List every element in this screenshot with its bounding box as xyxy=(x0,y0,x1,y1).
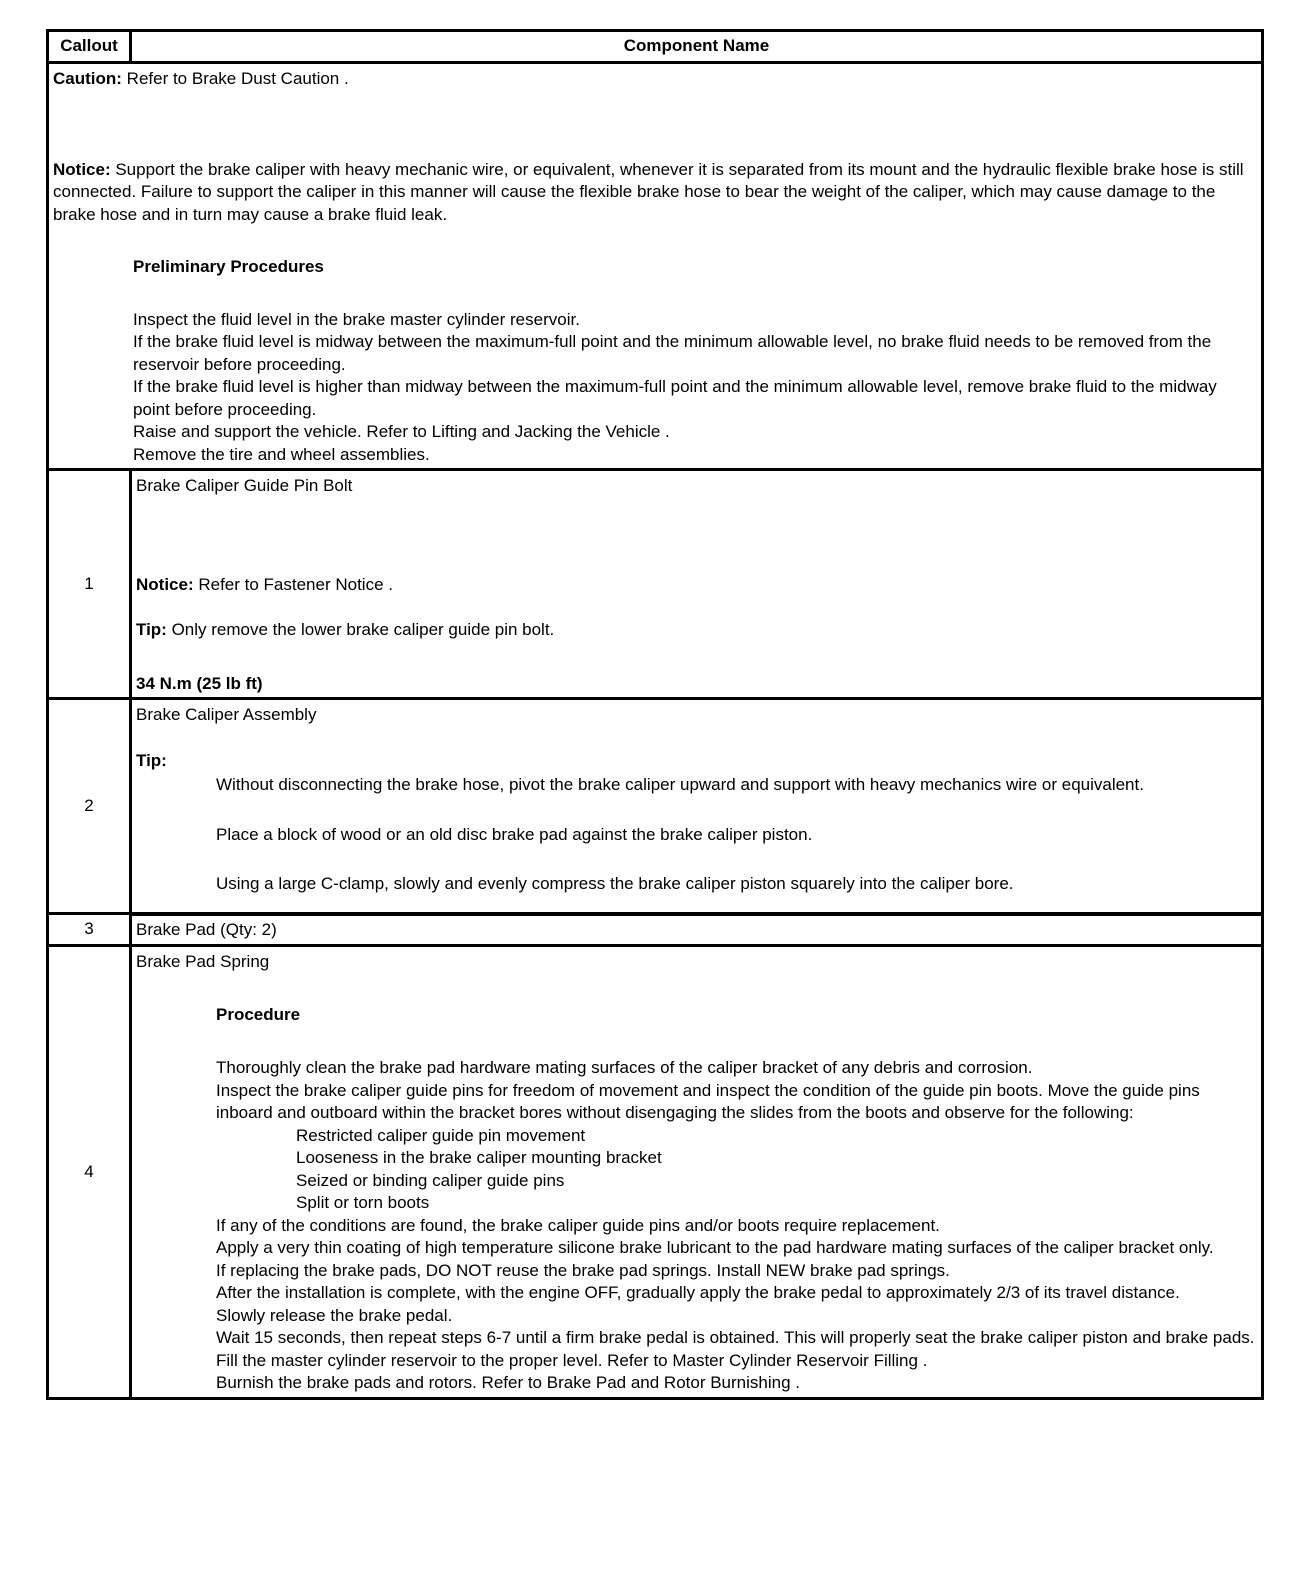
list-item: Burnish the brake pads and rotors. Refer to Brake Pad and Rotor Burnishing . xyxy=(216,1373,800,1392)
list-item: Remove the tire and wheel assemblies. xyxy=(133,444,430,464)
list-item: If the brake fluid level is higher than midway between the maximum-full point and the minimum allowable level, remove brake fluid to the midway point before proceeding. xyxy=(133,377,1217,419)
table-row xyxy=(48,914,1263,946)
list-item: After the installation is complete, with the engine OFF, gradually apply the brake pedal to approximately 2/3 of its travel distance. xyxy=(216,1283,1180,1302)
component-cell-1 xyxy=(131,470,1263,699)
component-name: Brake Caliper Guide Pin Bolt xyxy=(136,476,353,495)
preliminary-title: Preliminary Procedures xyxy=(133,257,324,276)
caution-label: Caution: xyxy=(53,69,122,88)
procedure-steps xyxy=(136,1057,1257,1395)
callout-1: 1 xyxy=(48,470,131,699)
header-callout: Callout xyxy=(48,31,131,63)
list-item: Restricted caliper guide pin movement xyxy=(296,1125,586,1145)
list-item: Using a large C-clamp, slowly and evenly compress the brake caliper piston squarely into the caliper bore. xyxy=(216,874,1014,893)
list-item: Without disconnecting the brake hose, pivot the brake caliper upward and support with heavy mechanics wire or equivalent. xyxy=(216,775,1144,794)
tip-list xyxy=(136,774,1257,896)
torque-spec: 34 N.m (25 lb ft) xyxy=(136,673,263,693)
caution-text: Refer to Brake Dust Caution . xyxy=(121,69,349,88)
tip-line: Tip: Only remove the lower brake caliper guide pin bolt. xyxy=(136,620,555,639)
table-row xyxy=(48,470,1263,699)
list-item: Place a block of wood or an old disc brake pad against the brake caliper piston. xyxy=(216,824,813,844)
sub-list xyxy=(216,1125,1257,1215)
header-component-name: Component Name xyxy=(131,31,1263,63)
callout-2: 2 xyxy=(48,699,131,914)
tip-label: Tip: xyxy=(136,750,167,770)
notice-label: Notice: xyxy=(53,159,111,179)
header-row xyxy=(48,31,1263,63)
component-cell-4 xyxy=(131,946,1263,1399)
preliminary-steps xyxy=(53,309,1257,467)
intro-row xyxy=(48,63,1263,470)
list-item: If replacing the brake pads, DO NOT reuse the brake pad springs. Install NEW brake pad springs. xyxy=(216,1260,950,1280)
list-item: If the brake fluid level is midway between the maximum-full point and the minimum allowable level, no brake fluid needs to be removed from the reservoir before proceeding. xyxy=(133,332,1212,374)
list-item: Fill the master cylinder reservoir to the proper level. Refer to Master Cylinder Reservoir Filling . xyxy=(216,1350,928,1370)
callout-3: 3 xyxy=(48,914,131,946)
table-row xyxy=(48,946,1263,1399)
component-name: Brake Pad Spring xyxy=(136,952,270,971)
component-name: Brake Pad (Qty: 2) xyxy=(131,914,1263,946)
table-row xyxy=(48,699,1263,914)
list-item: Seized or binding caliper guide pins xyxy=(296,1170,565,1190)
list-item: Thoroughly clean the brake pad hardware mating surfaces of the caliper bracket of any debris and corrosion. xyxy=(216,1058,1033,1077)
intro-cell xyxy=(48,63,1263,470)
list-item: Looseness in the brake caliper mounting bracket xyxy=(296,1148,662,1167)
notice-paragraph xyxy=(53,159,1257,227)
callout-4: 4 xyxy=(48,946,131,1399)
list-item: Split or torn boots xyxy=(296,1193,430,1212)
list-item: Raise and support the vehicle. Refer to Lifting and Jacking the Vehicle . xyxy=(133,422,670,441)
component-name: Brake Caliper Assembly xyxy=(136,705,317,724)
component-cell-2 xyxy=(131,699,1263,914)
list-item: Apply a very thin coating of high temperature silicone brake lubricant to the pad hardware mating surfaces of the caliper bracket only. xyxy=(216,1238,1214,1257)
caution-line xyxy=(53,68,1257,91)
procedure-title: Procedure xyxy=(216,1004,301,1024)
list-item: Wait 15 seconds, then repeat steps 6-7 until a firm brake pedal is obtained. This will properly seat the brake caliper piston and brake pads. xyxy=(216,1328,1255,1347)
list-item: Inspect the brake caliper guide pins for freedom of movement and inspect the condition of the guide pin boots. Move the guide pins inboard and outboard within the bracket bores without disengaging the slides from the boots and observe for the following: xyxy=(216,1080,1200,1122)
list-item: Slowly release the brake pedal. xyxy=(216,1305,453,1325)
list-item: If any of the conditions are found, the brake caliper guide pins and/or boots require replacement. xyxy=(216,1215,940,1235)
list-item: Inspect the fluid level in the brake master cylinder reservoir. xyxy=(133,309,580,329)
procedure-table xyxy=(46,29,1264,1400)
notice-line: Notice: Refer to Fastener Notice . xyxy=(136,574,393,594)
notice-text: Support the brake caliper with heavy mechanic wire, or equivalent, whenever it is separated from its mount and the hydraulic flexible brake hose is still connected. Failure to support the caliper in this manner will cause the flexible brake hose to bear the weight of the caliper, which may cause damage to the brake hose and in turn may cause a brake fluid leak. xyxy=(53,159,1244,224)
